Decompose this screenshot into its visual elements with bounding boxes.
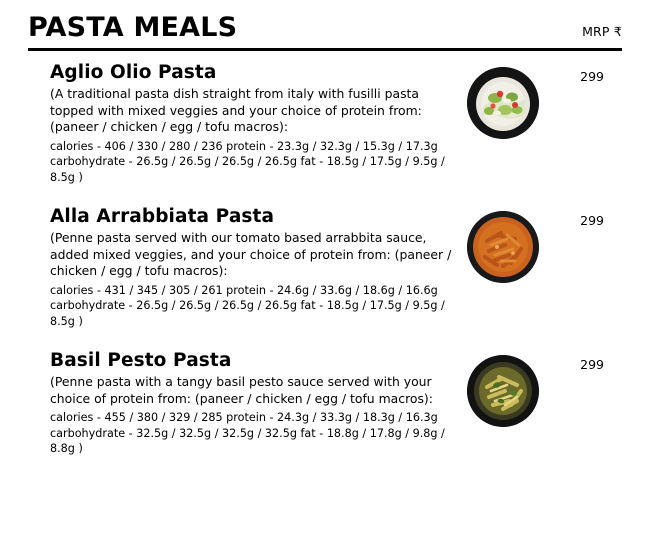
basil-pesto-pasta-photo (467, 355, 539, 427)
alla-arrabbiata-pasta-photo (467, 211, 539, 283)
menu-item-name: Aglio Olio Pasta (50, 62, 217, 84)
menu-item-description: (A traditional pasta dish straight from italy with fusilli pasta topped with mixed veggies and your choice of protein from: (paneer / chicken / egg / tofu macros): (50, 86, 422, 135)
menu-item[interactable] (28, 61, 622, 185)
menu-item-price: 299 (580, 213, 604, 229)
menu-item-media (458, 205, 548, 283)
menu-item-description: (Penne pasta with a tangy basil pesto sauce served with your choice of protein from: (paneer / chicken / egg / tofu macros): (50, 374, 433, 406)
menu-item-text (28, 61, 458, 185)
menu-item-media (458, 349, 548, 427)
menu-item-media (458, 61, 548, 139)
menu-item-name: Basil Pesto Pasta (50, 350, 232, 372)
menu-item-text (28, 205, 458, 329)
aglio-olio-pasta-photo (467, 67, 539, 139)
menu-item-macros-line-1: calories - 406 / 330 / 280 / 236 protein - 23.3g / 32.3g / 15.3g / 17.3g (50, 139, 438, 153)
page-title: PASTA MEALS (28, 12, 238, 43)
menu-item[interactable] (28, 349, 622, 456)
price-column-label: MRP ₹ (582, 24, 622, 40)
menu-header (28, 14, 622, 51)
menu-item-price: 299 (580, 357, 604, 373)
menu-item-macros-line-1: calories - 455 / 380 / 329 / 285 protein - 24.3g / 33.3g / 18.3g / 16.3g (50, 411, 438, 425)
page-bottom-spacer (28, 477, 622, 478)
menu-item-macros-line-2: carbohydrate - 32.5g / 32.5g / 32.5g / 32.5g fat - 18.8g / 17.8g / 9.8g / 8.8g ) (50, 426, 445, 456)
menu-item[interactable] (28, 205, 622, 329)
menu-item-price: 299 (580, 69, 604, 85)
menu-item-macros-line-2: carbohydrate - 26.5g / 26.5g / 26.5g / 26.5g fat - 18.5g / 17.5g / 9.5g / 8.5g ) (50, 155, 445, 184)
menu-item-name: Alla Arrabbiata Pasta (50, 206, 275, 228)
menu-item-text (28, 349, 458, 456)
menu-item-macros-line-2: carbohydrate - 26.5g / 26.5g / 26.5g / 26.5g fat - 18.5g / 17.5g / 9.5g / 8.5g ) (50, 299, 445, 328)
menu-item-list (28, 53, 622, 456)
menu-item-macros-line-1: calories - 431 / 345 / 305 / 261 protein - 24.6g / 33.6g / 18.6g / 16.6g (50, 283, 438, 297)
menu-item-description: (Penne pasta served with our tomato based arrabbita sauce, added mixed veggies, and your choice of protein from: (paneer / chicken / egg / tofu macros): (50, 230, 452, 279)
